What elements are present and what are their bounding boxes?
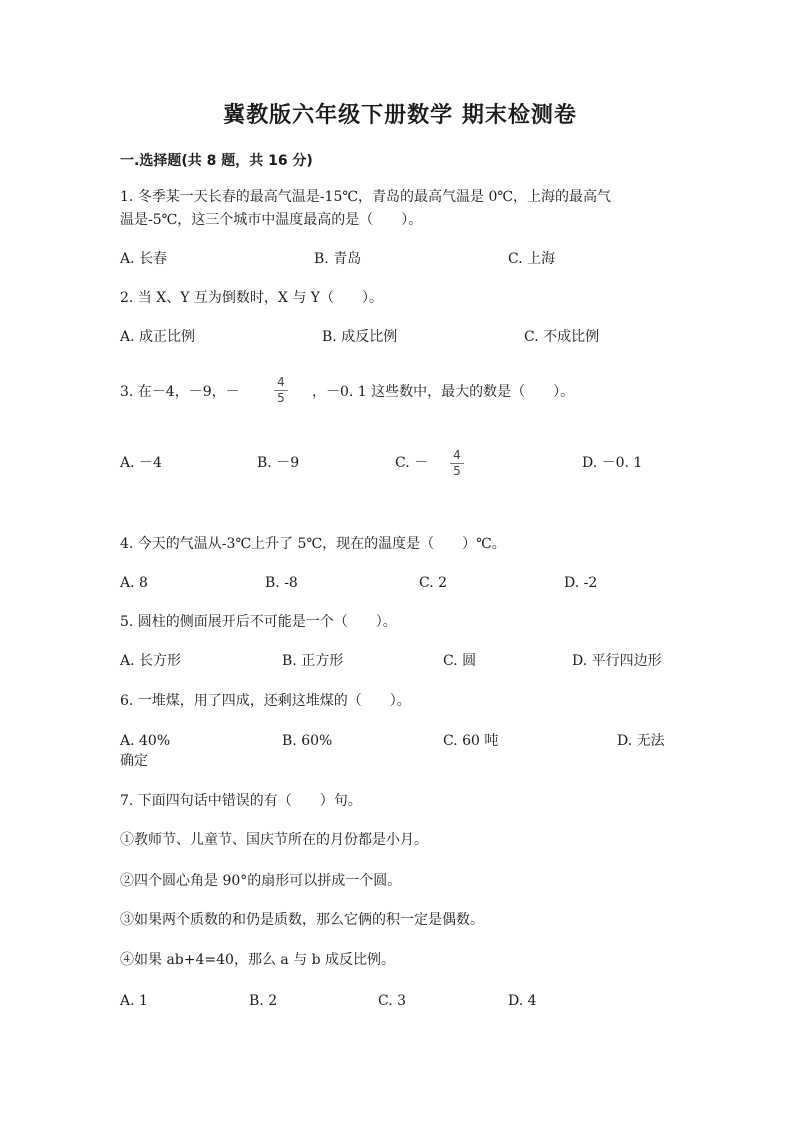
section-heading: 一.选择题(共 8 题，共 16 分) <box>120 153 313 169</box>
q5-option-a: A. 长方形 <box>120 653 182 669</box>
q1-line1: 1. 冬季某一天长春的最高气温是-15℃，青岛的最高气温是 0℃，上海的最高气 <box>120 189 612 205</box>
q2-option-c: C. 不成比例 <box>524 329 600 345</box>
q6-option-d-continued: 确定 <box>120 753 148 769</box>
q3-option-c-denominator: 5 <box>453 464 461 478</box>
page-title: 冀教版六年级下册数学 期末检测卷 <box>223 103 577 128</box>
q2-option-a: A. 成正比例 <box>120 329 196 345</box>
q3-fraction-denominator: 5 <box>277 391 285 405</box>
q5-option-c: C. 圆 <box>443 653 477 669</box>
q3-option-c: C. － <box>395 455 429 471</box>
q4-text: 4. 今天的气温从-3℃上升了 5℃，现在的温度是（ ）℃。 <box>120 536 506 552</box>
q7-statement-1: ①教师节、儿童节、国庆节所在的月份都是小月。 <box>120 832 428 848</box>
q4-option-d: D. -2 <box>564 575 598 591</box>
q4-option-c: C. 2 <box>419 575 448 591</box>
q6-option-b: B. 60% <box>282 733 333 749</box>
q6-option-a: A. 40% <box>120 733 171 749</box>
q7-option-c: C. 3 <box>378 993 407 1009</box>
q5-option-b: B. 正方形 <box>282 653 344 669</box>
q1-option-b: B. 青岛 <box>314 251 362 267</box>
q7-option-d: D. 4 <box>508 993 537 1009</box>
q3-text-post: ，－0. 1 这些数中，最大的数是（ ）。 <box>312 384 575 400</box>
q6-option-d: D. 无法 <box>617 733 665 749</box>
q3-option-c-fraction <box>450 449 464 478</box>
q7-statement-2: ②四个圆心角是 90°的扇形可以拼成一个圆。 <box>120 873 402 889</box>
q3-option-c-numerator: 4 <box>453 448 461 462</box>
q6-text: 6. 一堆煤，用了四成，还剩这堆煤的（ ）。 <box>120 693 411 709</box>
q1-option-c: C. 上海 <box>508 251 556 267</box>
q3-fraction-numerator: 4 <box>277 375 285 389</box>
q1-option-a: A. 长春 <box>120 251 168 267</box>
q3-text-pre: 3. 在－4，－9，－ <box>120 384 240 400</box>
q6-option-c: C. 60 吨 <box>443 733 499 749</box>
q3-option-a: A. －4 <box>120 455 162 471</box>
q1-line2: 温是-5℃，这三个城市中温度最高的是（ ）。 <box>120 212 423 228</box>
q7-text: 7. 下面四句话中错误的有（ ）句。 <box>120 793 362 809</box>
q2-text: 2. 当 X、Y 互为倒数时，X 与 Y（ ）。 <box>120 290 384 306</box>
q7-statement-4: ④如果 ab+4=40，那么 a 与 b 成反比例。 <box>120 952 396 968</box>
q5-option-d: D. 平行四边形 <box>572 653 662 669</box>
q4-option-b: B. -8 <box>265 575 298 591</box>
q3-fraction <box>274 376 288 405</box>
q7-option-a: A. 1 <box>120 993 148 1009</box>
q7-statement-3: ③如果两个质数的和仍是质数，那么它俩的积一定是偶数。 <box>120 912 484 928</box>
q7-option-b: B. 2 <box>249 993 278 1009</box>
q5-text: 5. 圆柱的侧面展开后不可能是一个（ ）。 <box>120 614 397 630</box>
q2-option-b: B. 成反比例 <box>322 329 398 345</box>
q4-option-a: A. 8 <box>120 575 148 591</box>
q3-option-d: D. －0. 1 <box>582 455 643 471</box>
q3-option-b: B. －9 <box>257 455 300 471</box>
